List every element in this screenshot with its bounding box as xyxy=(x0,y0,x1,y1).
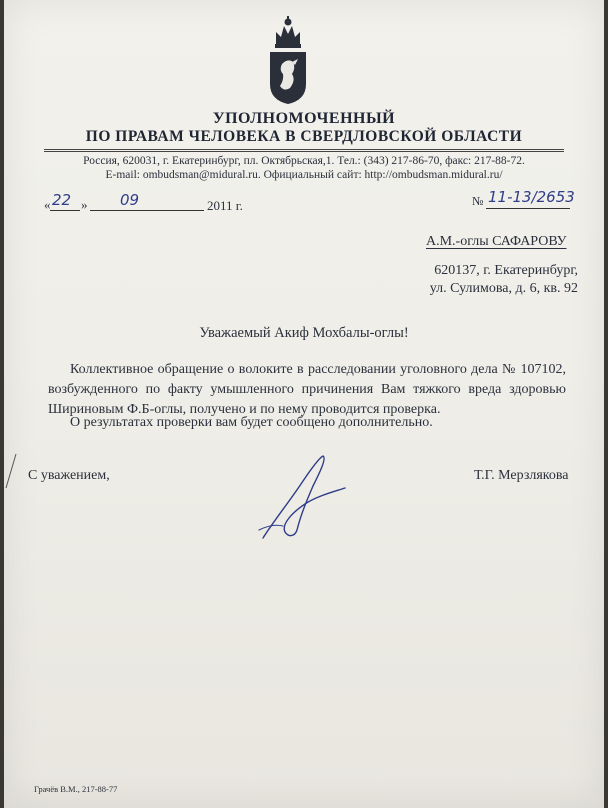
letterhead-divider xyxy=(44,149,564,150)
date-quote-close: » xyxy=(81,197,88,212)
organization-title-line1: УПОЛНОМОЧЕННЫЙ xyxy=(212,110,396,127)
letterhead-contacts: E-mail: ombudsman@midural.ru. Официальный сайт: http://ombudsman.midural.ru/ xyxy=(105,169,503,181)
handwritten-signature xyxy=(249,452,349,542)
date-month-line xyxy=(90,210,204,211)
registration-number-label: № xyxy=(472,194,484,208)
pen-mark xyxy=(4,450,20,490)
date-month: 09 xyxy=(120,191,140,209)
salutation: Уважаемый Акиф Мохбалы-оглы! xyxy=(199,325,409,341)
date-day: 22 xyxy=(52,191,72,209)
recipient-address-city: 620137, г. Екатеринбург, xyxy=(434,263,578,278)
registration-number: 11-13/2653 xyxy=(488,188,575,206)
recipient-address-street: ул. Сулимова, д. 6, кв. 92 xyxy=(429,281,578,296)
letter-page xyxy=(4,0,604,808)
recipient-name: А.М.-оглы САФАРОВУ xyxy=(426,234,567,249)
signer-name: Т.Г. Мерзлякова xyxy=(474,468,569,483)
organization-title-line2: ПО ПРАВАМ ЧЕЛОВЕКА В СВЕРДЛОВСКОЙ ОБЛАСТИ xyxy=(85,128,523,145)
date-day-line xyxy=(50,210,80,211)
closing-phrase: С уважением, xyxy=(28,468,110,483)
body-paragraph-1: Коллективное обращение о волоките в расследовании уголовного дела № 107102, возбужденного по факту умышленного причинения Вам тяжкого вреда здоровью Шириновым Ф.Б-оглы, получено и по нему проводится проверка. xyxy=(48,362,566,417)
executor-footer: Грачёв В.М., 217-88-77 xyxy=(34,784,118,794)
date-quote-open: « xyxy=(44,197,51,212)
coat-of-arms-icon xyxy=(268,14,308,106)
letterhead-address: Россия, 620031, г. Екатеринбург, пл. Октябрьская,1. Тел.: (343) 217-86-70, факс: 217-88-72. xyxy=(83,155,525,167)
letterhead-divider-secondary xyxy=(44,151,564,152)
registration-number-line xyxy=(486,208,570,209)
body-paragraph-2: О результатах проверки вам будет сообщено дополнительно. xyxy=(70,415,433,430)
date-year: 2011 г. xyxy=(207,198,243,213)
